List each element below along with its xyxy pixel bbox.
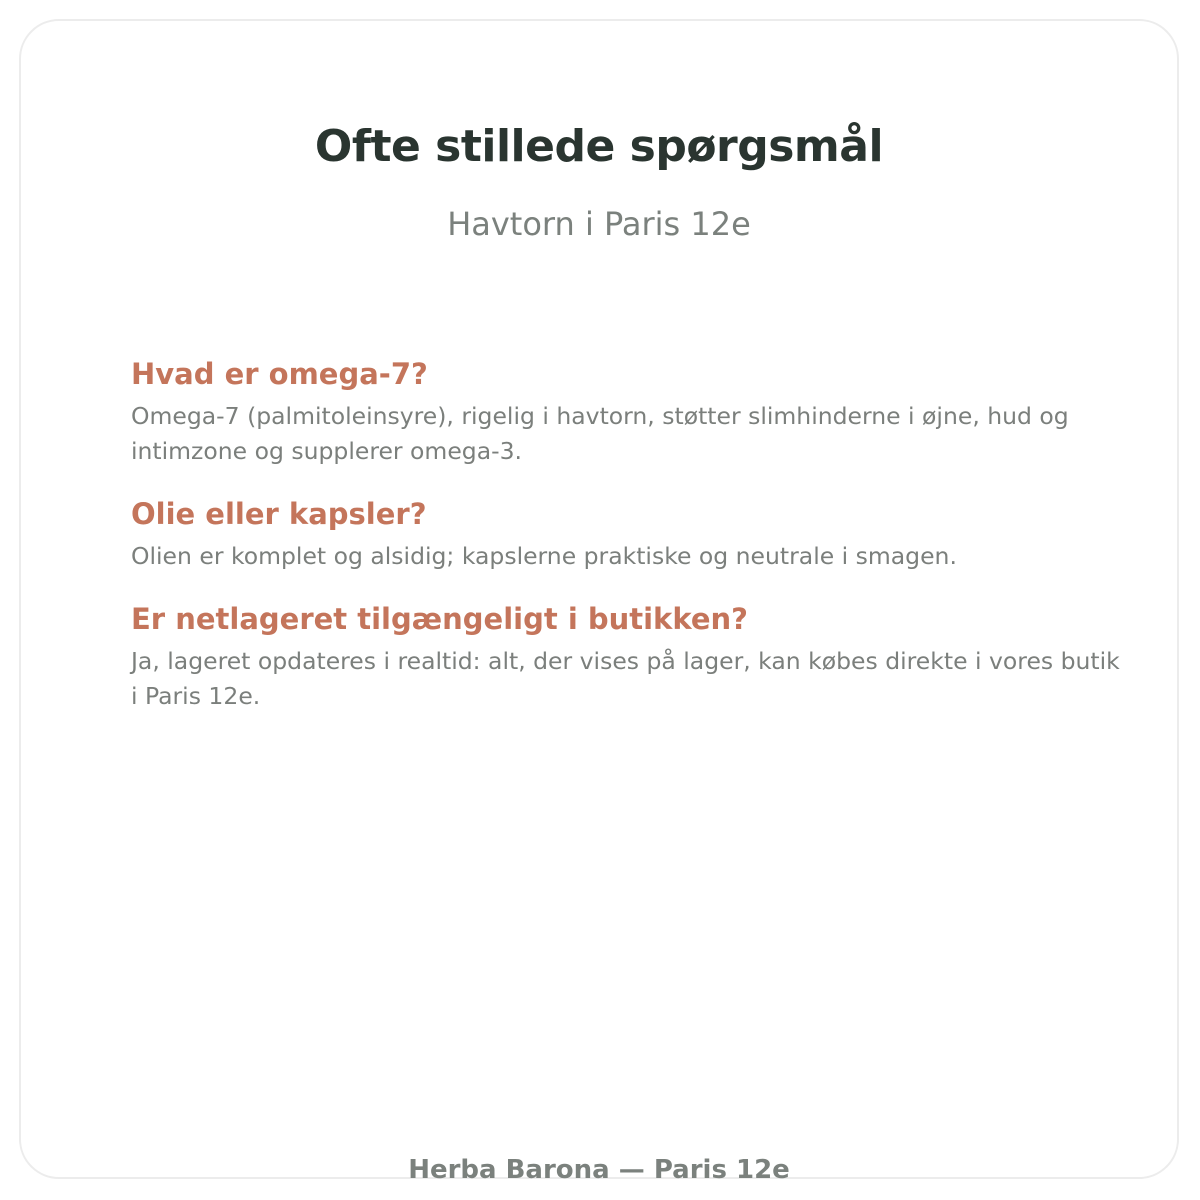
faq-answer: Omega-7 (palmitoleinsyre), rigelig i havtorn, støtter slimhinderne i øjne, hud og intimzone og supplerer omega-3. — [131, 402, 1069, 465]
faq-question: Er netlageret tilgængeligt i butikken? — [131, 602, 748, 636]
page-title: Ofte stillede spørgsmål — [314, 121, 884, 172]
faq-question: Olie eller kapsler? — [131, 497, 427, 531]
faq-list — [131, 355, 1121, 740]
faq-item-oil-or-capsules — [131, 495, 1121, 574]
faq-item-stock-in-store — [131, 600, 1121, 714]
faq-answer: Ja, lageret opdateres i realtid: alt, der vises på lager, kan købes direkte i vores butik i Paris 12e. — [131, 647, 1120, 710]
faq-item-omega-7 — [131, 355, 1121, 469]
page-subtitle: Havtorn i Paris 12e — [447, 205, 751, 243]
footer-brand: Herba Barona — Paris 12e — [408, 1155, 790, 1185]
faq-answer: Olien er komplet og alsidig; kapslerne praktiske og neutrale i smagen. — [131, 542, 957, 570]
faq-question: Hvad er omega-7? — [131, 357, 428, 391]
faq-card — [19, 19, 1179, 1185]
